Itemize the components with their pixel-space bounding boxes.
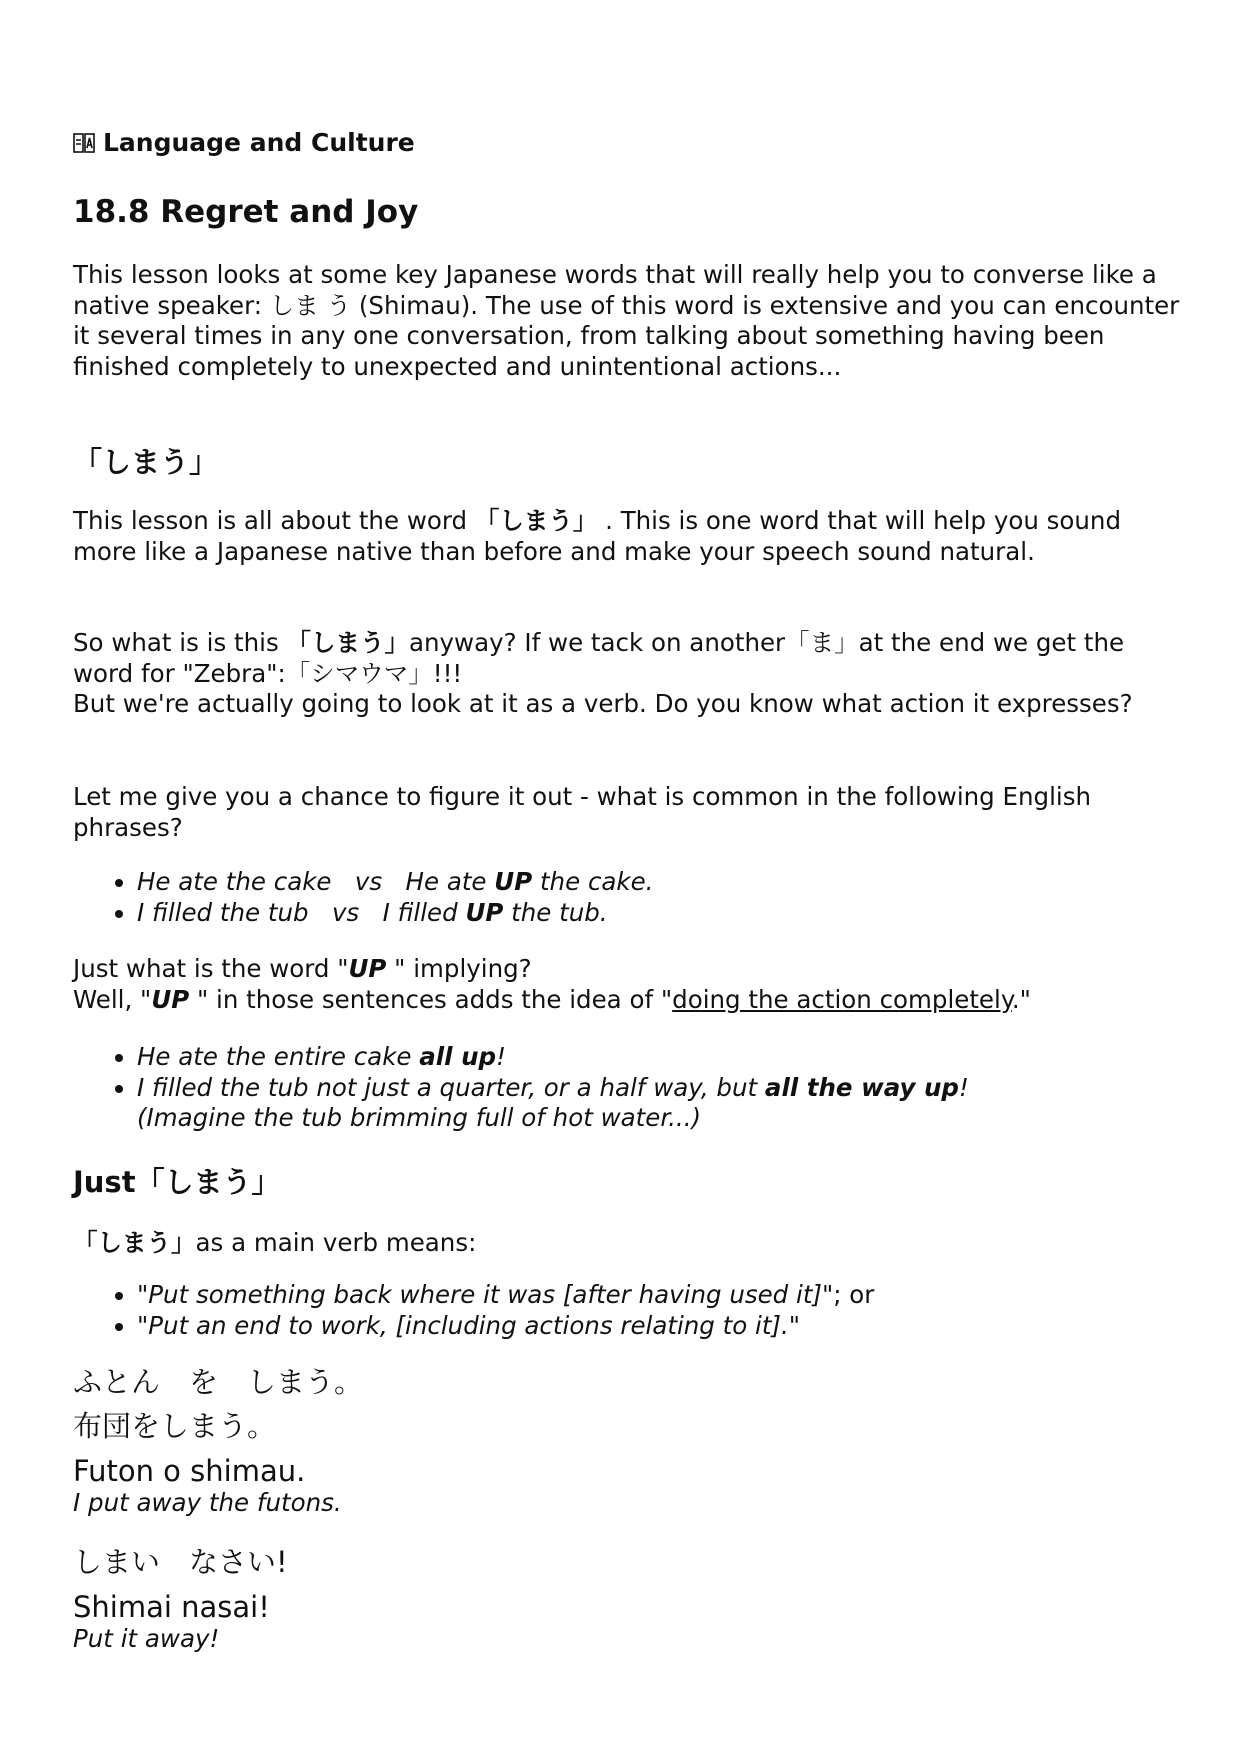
text: " in those sentences adds the idea of "	[189, 984, 673, 1014]
list-item	[137, 898, 1183, 929]
paragraph-figure-out: Let me give you a chance to figure it out - what is common in the following English phrases?	[73, 782, 1091, 842]
text: He ate	[405, 867, 495, 896]
text: So what is is this	[73, 628, 287, 657]
text: I filled the tub	[137, 897, 309, 927]
bold-word: UP	[151, 984, 190, 1014]
bold-word: UP	[494, 867, 533, 896]
paragraph-up-meaning	[73, 954, 1183, 1015]
category-label	[73, 128, 415, 157]
example-2-kana: しまい なさい!	[73, 1545, 288, 1579]
example-1-translation: I put away the futons.	[73, 1488, 342, 1517]
example-2-romaji: Shimai nasai!	[73, 1590, 270, 1624]
text: He ate the cake	[137, 867, 332, 896]
paragraph-about-word	[73, 506, 1183, 567]
text: I filled	[382, 897, 466, 927]
text: vs	[354, 867, 383, 896]
bold-word: 「しまう」	[73, 1228, 196, 1257]
text: I filled the tub not just a quarter, or a half way, but	[137, 1072, 765, 1102]
text: Well, "	[73, 984, 152, 1014]
text: But we're actually going to look at it as a verb. Do you know what action it expresses?	[73, 689, 1133, 718]
text: anyway? If we tack on another「ま」at the end we get the word for "Zebra":「シマウマ」!!!	[73, 628, 1125, 688]
bold-word: 「しまう」	[474, 506, 598, 535]
list-item	[137, 1073, 1183, 1134]
text: the tub.	[503, 897, 608, 927]
book-icon	[73, 131, 95, 155]
text: He ate the entire cake	[137, 1042, 420, 1071]
list-item	[137, 1311, 1183, 1342]
paragraph-zebra	[73, 628, 1183, 720]
text: as a main verb means:	[195, 1228, 477, 1257]
text: . This is one word that will help you sound more like a Japanese native than before and make your speech sound natural.	[73, 506, 1121, 566]
italic-text: Put something back where it was [after having used it]	[148, 1280, 822, 1309]
text: ."	[1011, 984, 1031, 1014]
intro-paragraph: This lesson looks at some key Japanese words that will really help you to converse like a native speaker: しま う (Shimau). The use of this word is extensive and you can encounter it several times in any one conversation, from talking about something having been finished completely to unexpected and unintentional actions...	[73, 260, 1180, 381]
text: vs	[331, 897, 360, 927]
text: Just what is the word "	[73, 954, 349, 983]
bold-word: 「しまう」	[286, 628, 410, 657]
text: " implying?	[386, 954, 532, 983]
text: "	[137, 1280, 149, 1309]
bold-word: UP	[465, 897, 504, 927]
text: This lesson is all about the word	[73, 506, 475, 535]
underlined-phrase: doing the action completely	[672, 984, 1012, 1014]
list-item	[137, 1280, 1183, 1311]
list-item	[137, 1042, 1183, 1073]
example-1-kanji: 布団をしまう。	[73, 1409, 277, 1443]
text: "	[137, 1310, 149, 1340]
example-2-translation: Put it away!	[73, 1624, 220, 1653]
bold-word: all up	[419, 1042, 497, 1071]
section-heading-just-shimau: Just「しまう」	[73, 1165, 281, 1199]
paragraph-main-verb	[73, 1228, 476, 1259]
list-item	[137, 867, 1183, 898]
page-title: 18.8 Regret and Joy	[73, 194, 419, 230]
example-1-romaji: Futon o shimau.	[73, 1454, 306, 1488]
italic-text: Put an end to work, [including actions relating to it].	[148, 1310, 789, 1340]
text: "; or	[822, 1280, 875, 1309]
text: !	[496, 1042, 506, 1071]
text: !	[958, 1072, 969, 1102]
completion-examples-list	[73, 1042, 1183, 1134]
category-text: Language and Culture	[103, 128, 415, 157]
text: "	[788, 1310, 801, 1340]
bold-word: UP	[348, 954, 387, 983]
note: (Imagine the tub brimming full of hot water...)	[137, 1103, 702, 1132]
bold-word: all the way up	[764, 1072, 959, 1102]
example-1-kana: ふとん を しまう。	[73, 1365, 364, 1399]
text: the cake.	[532, 867, 654, 896]
meanings-list	[73, 1280, 1183, 1341]
section-heading-shimau: 「しまう」	[73, 445, 219, 479]
comparison-list	[73, 867, 1183, 928]
